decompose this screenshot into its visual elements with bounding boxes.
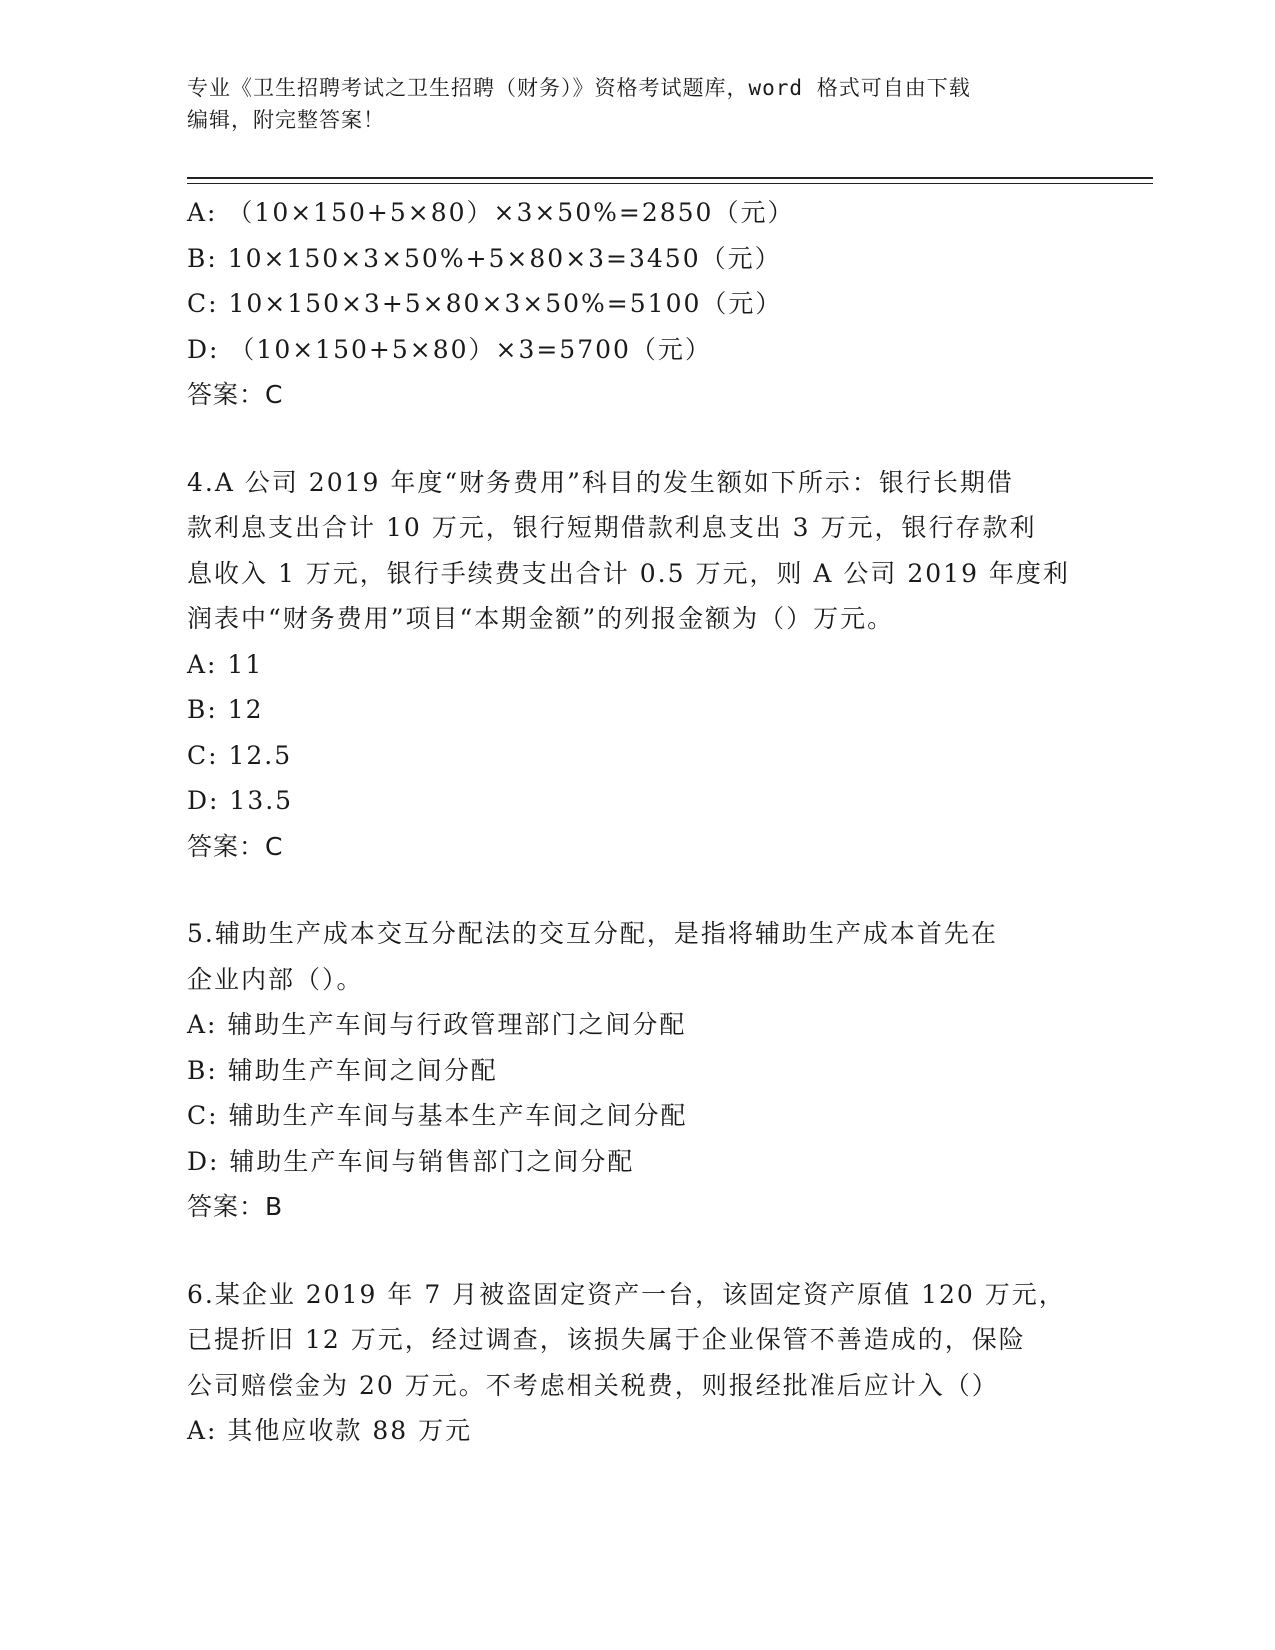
question-content <box>187 190 1087 1454</box>
question-text-line: 公司赔偿金为 20 万元。不考虑相关税费，则报经批准后应计入（） <box>187 1370 999 1400</box>
question-text-line: 已提折旧 12 万元，经过调查，该损失属于企业保管不善造成的，保险 <box>187 1325 1026 1354</box>
document-header <box>187 72 1087 136</box>
option-b: B: 10×150×3×50%+5×80×3=3450（元） <box>187 243 782 273</box>
option-c: C: 12.5 <box>187 740 293 770</box>
option-d: D: 辅助生产车间与销售部门之间分配 <box>187 1146 635 1176</box>
answer: 答案：C <box>187 831 284 861</box>
option-c: C: 10×150×3+5×80×3×50%=5100（元） <box>187 289 783 318</box>
option-d: D: 13.5 <box>187 786 294 815</box>
option-d: D: （10×150+5×80）×3=5700（元） <box>187 334 712 364</box>
option-c: C: 辅助生产车间与基本生产车间之间分配 <box>187 1101 688 1130</box>
answer: 答案：B <box>187 1192 284 1221</box>
option-a: A: 辅助生产车间与行政管理部门之间分配 <box>187 1010 687 1039</box>
question-text-line: 5.辅助生产成本交互分配法的交互分配，是指将辅助生产成本首先在 <box>187 919 998 948</box>
option-b: B: 12 <box>187 695 264 724</box>
header-line-2: 编辑，附完整答案！ <box>187 108 385 132</box>
option-a: A: 11 <box>187 649 264 679</box>
header-rule-thin <box>187 183 1153 184</box>
question-6 <box>187 1272 1087 1454</box>
question-text-line: 6.某企业 2019 年 7 月被盗固定资产一台，该固定资产原值 120 万元， <box>187 1279 1066 1309</box>
question-text-line: 息收入 1 万元，银行手续费支出合计 0.5 万元，则 A 公司 2019 年度利 <box>187 558 1070 588</box>
question-5 <box>187 911 1087 1230</box>
question-text-line: 4.A 公司 2019 年度“财务费用”科目的发生额如下所示：银行长期借 <box>187 467 1014 497</box>
header-line-1: 专业《卫生招聘考试之卫生招聘（财务）》资格考试题库，word 格式可自由下载 <box>187 76 971 100</box>
option-a: A: 其他应收款 88 万元 <box>187 1416 473 1445</box>
question-text-line: 款利息支出合计 10 万元，银行短期借款利息支出 3 万元，银行存款利 <box>187 513 1037 542</box>
question-text-line: 企业内部（）。 <box>187 964 364 994</box>
question-3 <box>187 190 1087 418</box>
question-text-line: 润表中“财务费用”项目“本期金额”的列报金额为（）万元。 <box>187 604 895 633</box>
header-rule-thick <box>187 177 1153 179</box>
option-b: B: 辅助生产车间之间分配 <box>187 1055 498 1085</box>
question-4 <box>187 460 1087 870</box>
option-a: A: （10×150+5×80）×3×50%=2850（元） <box>187 198 795 227</box>
answer: 答案：C <box>187 380 284 409</box>
